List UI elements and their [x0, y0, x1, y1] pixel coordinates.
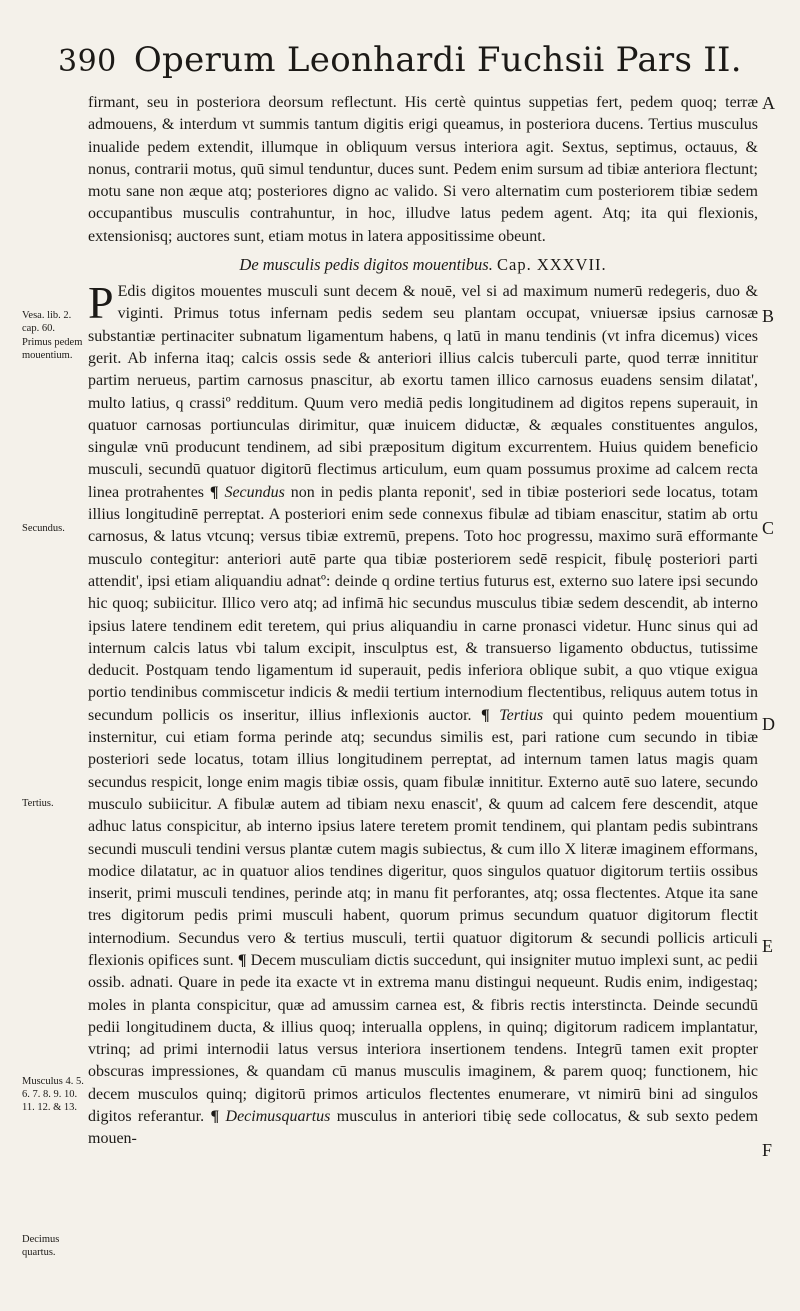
paragraph-3: qui quinto pedem mouentium insternitur, cui etiam forma perinde atq; secundus similis est, pari ratione cum secundo in tibiæ posteriori sede locatus, totam illius longitudinem perreptat, ad internum tamen latus magis quam secundus respicit, longe enim magis tibiæ ossis, quam fibulæ innititur. Externo autē suo latere, secundo musculo subiicitur. A fibulæ autem ad tibiam nexu enascit', & quum ad calcem fere descendit, atque adhuc latus conspicitur, ab interno ipsius latere teretem promit tendinem, qui plantam pedis subintrans secundi musculi tendini versus plantæ cutem magis subiectus, & cum illo X literæ imaginem efformans, modice dilatatur, ac in quatuor alios tendines digeritur, quos singulos quatuor digitorum tertiis ossibus inserit, primi musculi tendines, perinde atq; in manu fit perforantes, atq; ossa flectentes. Atque ita sane tres digitorum pedis primi musculi habent, quorum primus secundum quatuor digitorum flectit internodium. Secundus vero & tertius musculi, tertii quatuor digitorum & secundi pollicis articuli flexionis opifices sunt.	[88, 706, 758, 969]
paragraph-3-label: Tertius	[499, 706, 544, 724]
section-letter-a: A	[762, 93, 775, 113]
paragraph-5-label: Decimusquartus	[225, 1108, 331, 1126]
margin-note-decimus: Decimus quartus.	[22, 1234, 60, 1258]
page-number: 390	[58, 44, 117, 79]
section-letter-e: E	[762, 936, 773, 956]
paragraph-2-part-a: Edis digitos mouentes musculi sunt decem & nouē, vel si ad maximum numerū redegeris, duo & viginti. Primus totus infernam pedis sedem seu plantam occupat, vniuersæ ipsius carnosæ substantiæ pertinaciter subnatum ligamentum habens, q latū in manu tendinis (vt infra dicemus) vices gerit. Ab inferna itaq; calcis ossis sede & anteriori illius calcis tuberculi parte, quod terræ innititur partim nerueus, partim carnosus pnascitur, ab exortu tamen illico carnosus euadens sensim dilatat', multo latius, q crassiº redditum. Quum vero mediā pedis longitudinem ad digitos repens superauit, in quatuor carnosas portiunculas dirimitur, quæ inuicem diductæ, & æquales constituentes angulos, singulæ vnū producunt tendinem, ad sibi præpositum digitum excurrentem. Huius quidem beneficio musculi, secundū quatuor digitorū flectimus articulum, eum quam possumus proxime ad calcem recta linea protrahentes	[88, 283, 758, 501]
section-letter-c: C	[762, 518, 775, 538]
paragraph-2	[88, 277, 758, 1151]
paragraph-2-label: Secundus	[224, 483, 285, 501]
section-letter-d: D	[762, 714, 775, 734]
chapter-number: Cap. XXXVII.	[496, 255, 607, 275]
margin-note-primus: Primus pedem mouentium.	[22, 337, 83, 361]
margin-note-musculus: Musculus 4. 5. 6. 7. 8. 9. 10. 11. 12. & 13.	[22, 1076, 84, 1113]
pilcrow-icon: ¶	[481, 706, 490, 724]
paragraph-4: Decem musculiam dictis succedunt, qui insigniter mutuo implexi sunt, ac pedii ossib. adnati. Quare in pede ita exacte vt in extrema manu distingui nequeunt. Rudis enim, indigestaq; moles in planta conspicitur, quæ ad amussim carnea est, & fibris rectis interstincta. Deinde secundū pedii longitudinem ducta, & illius quoq; interualla opplens, in quinq; digitorum radicem implantatur, vtrinq; ad primi internodii latus versus interiora insertionem tendens. Integrū tamen exit propter obscuras impressiones, & quandam cū manus musculis imaginem, & parem quoq; functionem, hic decem musculos quinq; digitorū primos articulos flectentes enumerare, vt nimirū bini ad singulos digitos referantur.	[88, 951, 758, 1126]
chapter-heading	[88, 253, 758, 277]
drop-cap: P	[88, 277, 114, 329]
pilcrow-icon: ¶	[237, 951, 247, 969]
margin-note-secundus: Secundus.	[22, 523, 65, 534]
pilcrow-icon: ¶	[209, 483, 219, 501]
section-letter-b: B	[762, 306, 775, 326]
paragraph-2-part-b: non in pedis planta reponit', sed in tibiæ posteriori sede locatus, totam illius longitudinē perreptat. A posteriori enim sede connexus fibulæ ad tibiam enascitur, statim ab ortu carnosus, & latus vtcunq; versus tibiæ extremū, prepens. Toto hoc progressu, maximo surā efformante musculo contegitur: anteriori autē parte qua tibiæ posteriorem sedē respicit, fibulę posteriori parti attendit', ipsi etiam aliquandiu adnatº: deinde q ordine tertius futurus est, externo suo latere ipsi secundo hic quoq; subiicitur. Illico vero atq; ad infimā hic secundus musculus tibiæ sedem descendit, ab interno ipsius latere tendinem edit teretem, qui prius aliquandiu in carne pronasci videtur. Hunc sinus qui ad internum calcis latus vbi talum excipit, insculptus est, & transuerso ligamento obductus, tutissime deducit. Postquam tendo ligamentum id superauit, pedis inferiora oblique subit, a quo vtique exigua portio tendinibus commiscetur indicis & medii tertium internodium flectentibus, reliquus autem totus in secundum pollicis os inseritur, illius inflexionis auctor.	[88, 483, 758, 724]
margin-note-tertius: Tertius.	[22, 798, 54, 809]
paragraph-1: firmant, seu in posteriora deorsum reflectunt. His certè quintus suppetias fert, pedem quoq; terræ admouens, & interdum vt summis tantum digitis erigi queamus, in posteriora ducens. Tertius musculus inualide pedem extendit, illumque in obliquum versus interiora agit. Sextus, septimus, octauus, & nonus, contrarii motus, quū simul tenduntur, duces sunt. Pedem enim sursum ad tibiæ anteriora flectunt; motu sane non æque atq; posteriores digno ac valido. Si vero alternatim cum posteriorem tibiæ sedem occupantibus musculis contrahuntur, in hoc, illudve latus pedem agent. Atq; ita qui flexionis, extensionisq; auctores sunt, etiam motus in latera appositissime obeunt.	[88, 94, 758, 245]
section-letter-f: F	[762, 1140, 773, 1160]
margin-note-vesalius: Vesa. lib. 2. cap. 60.	[22, 310, 72, 334]
chapter-title: De musculis pedis digitos mouentibus.	[239, 255, 493, 275]
pilcrow-icon: ¶	[210, 1108, 220, 1126]
running-title: Operum Leonhardi Fuchsii Pars II.	[133, 40, 742, 80]
paragraph-5: musculus in anteriori tibię sede collocatus, & sub sexto pedem mouen-	[88, 1108, 758, 1148]
main-text-block	[88, 92, 758, 1302]
page-header	[58, 40, 758, 90]
